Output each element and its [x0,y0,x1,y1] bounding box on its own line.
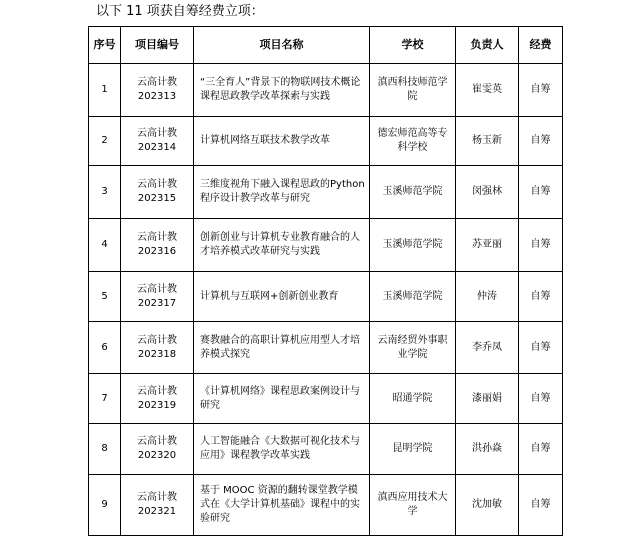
header-no: 序号 [89,27,121,64]
cell-school: 德宏师范高等专科学校 [370,117,456,166]
cell-fund: 自筹 [519,117,563,166]
cell-name: “三全育人”背景下的物联网技术概论课程思政教学改革探索与实践 [194,64,370,117]
cell-code [121,322,194,374]
code-number: 202317 [137,297,177,309]
code-number: 202314 [137,142,177,153]
cell-leader: 洪孙焱 [456,424,519,475]
table-row [89,272,563,322]
cell-school: 滇西应用技术大学 [370,475,456,536]
code-prefix: 云高计教 [137,232,177,243]
cell-code [121,219,194,272]
table-row [89,475,563,536]
cell-code [121,64,194,117]
cell-fund: 自筹 [519,219,563,272]
code-number: 202319 [137,399,177,411]
table-header-row [89,27,563,64]
code-prefix: 云高计教 [137,436,177,447]
table-row [89,64,563,117]
code-prefix: 云高计教 [137,283,177,295]
cell-leader: 杨玉新 [456,117,519,166]
cell-school: 云南经贸外事职业学院 [370,322,456,374]
code-number: 202321 [137,506,177,517]
cell-no: 6 [89,322,121,374]
table-row [89,166,563,219]
cell-fund: 自筹 [519,374,563,424]
cell-school: 玉溪师范学院 [370,272,456,322]
header-leader: 负责人 [456,27,519,64]
cell-fund: 自筹 [519,64,563,117]
cell-code [121,475,194,536]
cell-name: 人工智能融合《大数据可视化技术与应用》课程教学改革实践 [194,424,370,475]
code-number: 202313 [137,91,177,102]
cell-leader: 闵强林 [456,166,519,219]
cell-fund: 自筹 [519,166,563,219]
cell-school: 玉溪师范学院 [370,219,456,272]
code-prefix: 云高计教 [137,334,177,346]
code-prefix: 云高计教 [137,385,177,397]
cell-code [121,166,194,219]
cell-code [121,117,194,166]
cell-leader: 苏亚丽 [456,219,519,272]
code-number: 202320 [137,450,177,461]
code-prefix: 云高计教 [137,77,177,88]
header-fund: 经费 [519,27,563,64]
cell-name: 计算机与互联网+创新创业教育 [194,272,370,322]
cell-code [121,374,194,424]
cell-no: 2 [89,117,121,166]
cell-no: 9 [89,475,121,536]
table-row [89,117,563,166]
cell-fund: 自筹 [519,322,563,374]
table-row [89,219,563,272]
intro-text: 以下 11 项获自筹经费立项： [96,4,264,19]
cell-fund: 自筹 [519,424,563,475]
project-table [88,26,563,536]
cell-no: 7 [89,374,121,424]
table-row [89,374,563,424]
cell-name: 《计算机网络》课程思政案例设计与研究 [194,374,370,424]
cell-code [121,272,194,322]
table-row [89,424,563,475]
cell-no: 1 [89,64,121,117]
cell-name: 三维度视角下融入课程思政的Python程序设计教学改革与研究 [194,166,370,219]
cell-school: 昭通学院 [370,374,456,424]
cell-name: 创新创业与计算机专业教育融合的人才培养模式改革研究与实践 [194,219,370,272]
header-code: 项目编号 [121,27,194,64]
cell-school: 昆明学院 [370,424,456,475]
cell-leader: 仲涛 [456,272,519,322]
cell-leader: 沈加敏 [456,475,519,536]
code-prefix: 云高计教 [137,492,177,503]
cell-no: 8 [89,424,121,475]
cell-no: 4 [89,219,121,272]
header-name: 项目名称 [194,27,370,64]
code-prefix: 云高计教 [137,128,177,139]
cell-name: 基于 MOOC 资源的翻转课堂教学模式在《大学计算机基础》课程中的实验研究 [194,475,370,536]
cell-leader: 崔雯英 [456,64,519,117]
cell-school: 玉溪师范学院 [370,166,456,219]
cell-school: 滇西科技师范学院 [370,64,456,117]
cell-name: 计算机网络互联技术教学改革 [194,117,370,166]
code-number: 202316 [137,246,177,257]
cell-no: 5 [89,272,121,322]
cell-leader: 李乔凤 [456,322,519,374]
cell-fund: 自筹 [519,272,563,322]
header-school: 学校 [370,27,456,64]
cell-fund: 自筹 [519,475,563,536]
code-prefix: 云高计教 [137,179,177,190]
cell-no: 3 [89,166,121,219]
cell-leader: 漆丽娟 [456,374,519,424]
table-row [89,322,563,374]
code-number: 202315 [137,193,177,204]
code-number: 202318 [137,348,177,360]
cell-code [121,424,194,475]
cell-name: 赛教融合的高职计算机应用型人才培养模式探究 [194,322,370,374]
